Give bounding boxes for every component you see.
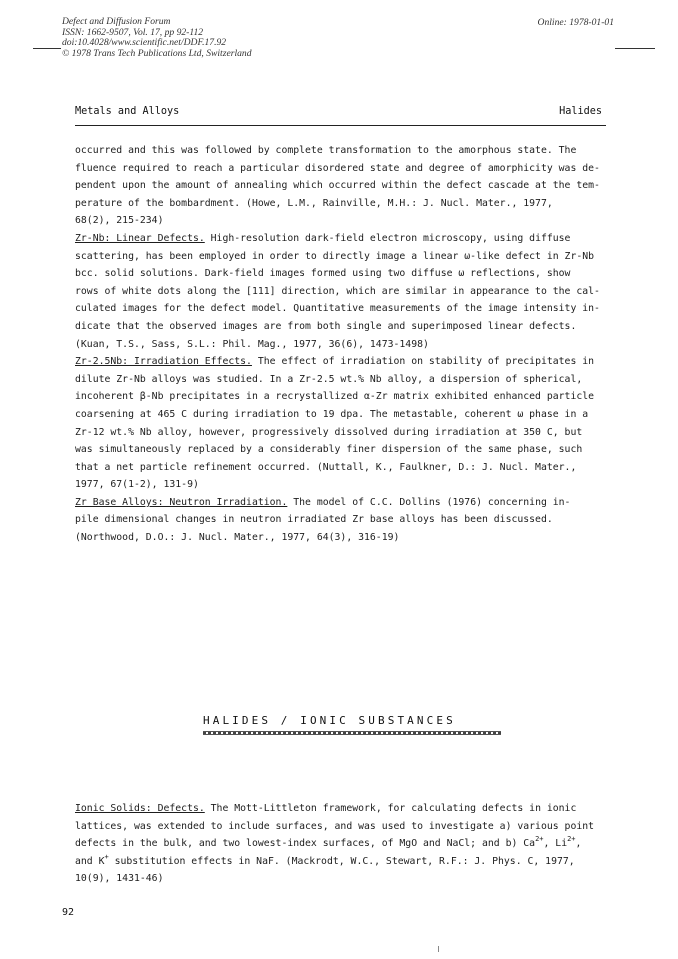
text-line: dicate that the observed images are from both single and superimposed linear defects. [75, 320, 577, 332]
scan-mark [438, 946, 439, 952]
text-line: (Kuan, T.S., Sass, S.L.: Phil. Mag., 1977, 36(6), 1473-1498) [75, 338, 429, 350]
paragraph-first-line [75, 800, 620, 818]
text-line: pendent upon the amount of annealing which occurred within the defect cascade at the tem- [75, 180, 600, 192]
superscript: + [104, 852, 109, 861]
publication-rule-left [33, 48, 61, 49]
text-line: coarsening at 465 C during irradiation to 19 dpa. The metastable, coherent ω phase in a [75, 408, 589, 420]
page-number: 92 [62, 907, 75, 918]
text-line [75, 853, 620, 871]
paragraph-heading: Zr-Nb: Linear Defects. [75, 232, 205, 244]
text-line: (Northwood, D.O.: J. Nucl. Mater., 1977, 64(3), 316-19) [75, 532, 400, 544]
text-line: was simultaneously replaced by a considerably finer dispersion of the same phase, such [75, 444, 583, 456]
text-fragment: substitution effects in NaF. (Mackrodt, W.C., Stewart, R.F.: J. Phys. C, 1977, [108, 855, 575, 867]
text-line: that a net particle refinement occurred. (Nuttall, K., Faulkner, D.: J. Nucl. Mater., [75, 461, 577, 473]
text-fragment: defects in the bulk, and two lowest-index surfaces, of MgO and NaCl; and b) Ca [75, 838, 536, 850]
paragraph-first-line [75, 230, 620, 248]
paragraph-heading: Zr-2.5Nb: Irradiation Effects. [75, 356, 252, 368]
text-line: 10(9), 1431-46) [75, 873, 164, 885]
text-line: lattices, was extended to include surfaces, and was used to investigate a) various point [75, 820, 595, 832]
superscript: 2+ [535, 835, 544, 844]
text-line: scattering, has been employed in order to directly image a linear ω-like defect in Zr-Nb [75, 250, 595, 262]
body-text-upper [75, 142, 620, 547]
running-head-right: Halides [559, 106, 602, 117]
text-fragment: and K [75, 855, 105, 867]
text-line: 1977, 67(1-2), 131-9) [75, 479, 199, 491]
paragraph-first-line [75, 353, 620, 371]
running-head [75, 106, 602, 117]
text-line: rows of white dots along the [111] direction, which are similar in appearance to the cal- [75, 285, 600, 297]
publication-rule-right [615, 48, 655, 49]
text-line: 68(2), 215-234) [75, 215, 164, 227]
paragraph-first-line [75, 494, 620, 512]
publication-info [62, 17, 252, 59]
section-heading: HALIDES / IONIC SUBSTANCES [203, 714, 456, 727]
journal-name: Defect and Diffusion Forum [62, 16, 171, 27]
text-fragment: , [575, 838, 582, 850]
running-head-rule [75, 125, 606, 126]
text-line: incoherent β-Nb precipitates in a recrystallized α-Zr matrix exhibited enhanced particle [75, 391, 595, 403]
text-line: culated images for the defect model. Quantitative measurements of the image intensity in- [75, 303, 600, 315]
paragraph-heading: Zr Base Alloys: Neutron Irradiation. [75, 496, 288, 508]
issn-line: ISSN: 1662-9507, Vol. 17, pp 92-112 [62, 26, 204, 38]
copyright-line: © 1978 Trans Tech Publications Ltd, Switzerland [62, 47, 252, 59]
text-line: bcc. solid solutions. Dark-field images formed using two diffuse ω reflections, show [75, 268, 571, 280]
text-line: occurred and this was followed by complete transformation to the amorphous state. The [75, 145, 577, 156]
text-line: Zr-12 wt.% Nb alloy, however, progressively dissolved during irradiation at 350 C, but [75, 426, 583, 438]
text-line [75, 835, 620, 853]
section-heading-underline [203, 731, 501, 735]
paragraph-text: High-resolution dark-field electron microscopy, using diffuse [204, 232, 571, 244]
online-date: Online: 1978-01-01 [537, 17, 614, 28]
text-line: pile dimensional changes in neutron irradiated Zr base alloys has been discussed. [75, 514, 553, 526]
doi-line: doi:10.4028/www.scientific.net/DDF.17.92 [62, 37, 227, 49]
paragraph-heading: Ionic Solids: Defects. [75, 803, 205, 814]
text-line: dilute Zr-Nb alloys was studied. In a Zr-2.5 wt.% Nb alloy, a dispersion of spherical, [75, 373, 583, 385]
text-line: fluence required to reach a particular disordered state and degree of amorphicity was de- [75, 162, 600, 174]
text-line: perature of the bombardment. (Howe, L.M., Rainville, M.H.: J. Nucl. Mater., 1977, [75, 197, 553, 209]
paragraph-text: The Mott-Littleton framework, for calculating defects in ionic [204, 803, 577, 814]
body-text-lower [75, 800, 620, 888]
paragraph-text: The effect of irradiation on stability of precipitates in [251, 356, 595, 368]
superscript: 2+ [567, 835, 576, 844]
text-fragment: , Li [543, 838, 568, 850]
running-head-left: Metals and Alloys [75, 106, 180, 117]
paragraph-text: The model of C.C. Dollins (1976) concerning in- [287, 496, 571, 508]
